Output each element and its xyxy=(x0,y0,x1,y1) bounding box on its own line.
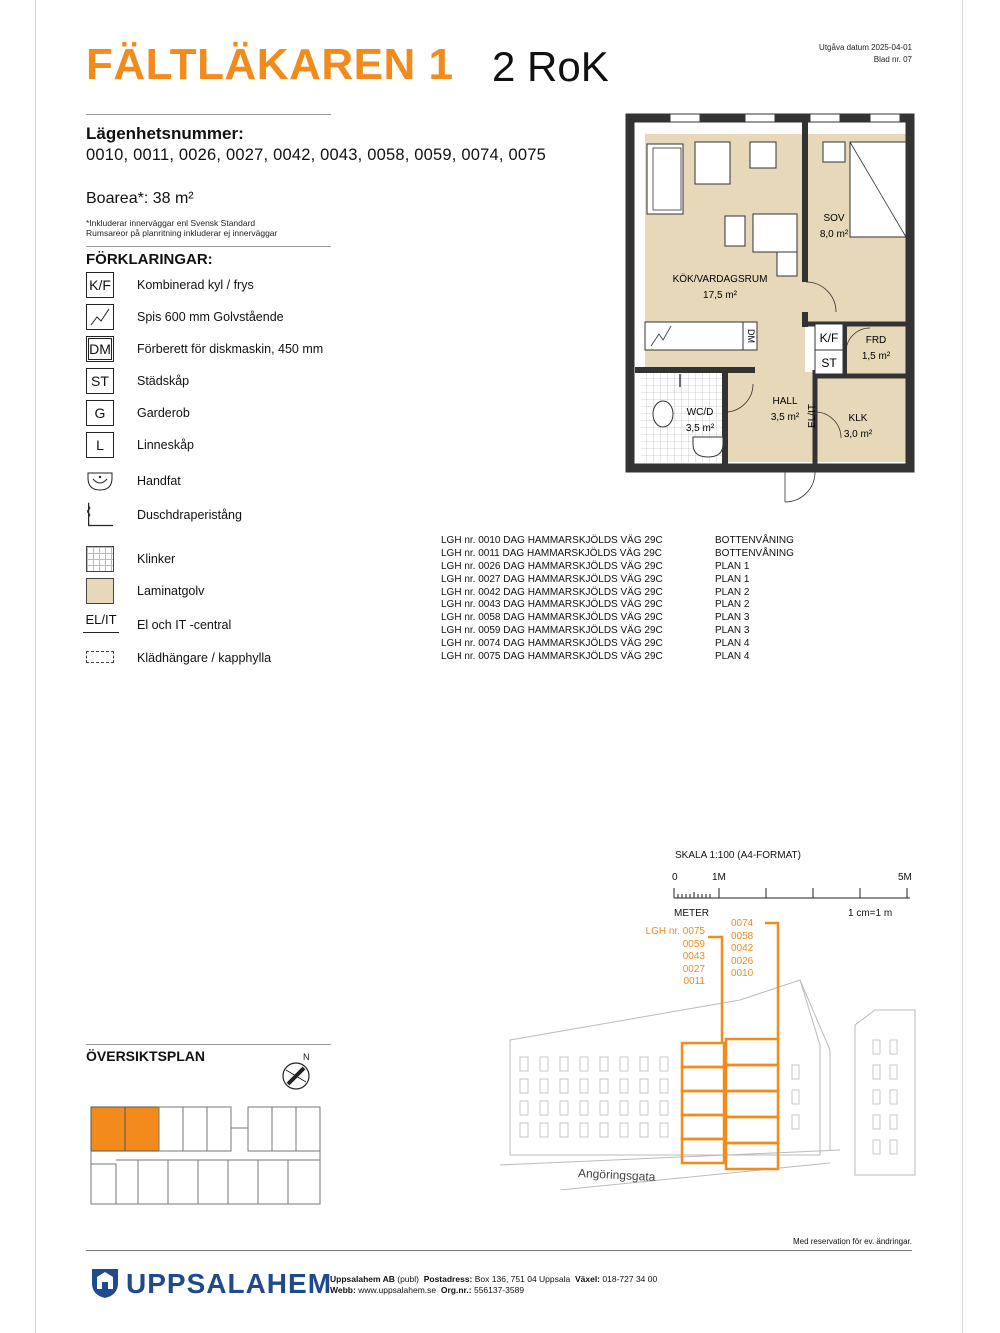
company-publ: (publ) xyxy=(397,1274,419,1284)
room-name-hall: HALL xyxy=(772,396,798,407)
footnote xyxy=(86,218,277,238)
legend-label: Duschdraperistång xyxy=(137,508,242,522)
legend-label: Städskåp xyxy=(137,374,190,388)
postal-label: Postadress: xyxy=(423,1274,473,1284)
legend-label: Linneskåp xyxy=(137,438,194,452)
elevation-right-labels xyxy=(731,918,753,981)
postal-address: Box 136, 751 04 Uppsala xyxy=(474,1274,571,1284)
room-area-walk-in-closet: 3,0 m² xyxy=(843,429,873,440)
scale-meter-label: METER xyxy=(674,908,709,919)
apartment-floor: BOTTENVÅNING xyxy=(715,535,794,546)
apartment-floor: BOTTENVÅNING xyxy=(715,547,794,559)
room-area-bathroom: 3,5 m² xyxy=(685,423,715,434)
apartment-id: LGH nr. 0026 DAG HAMMARSKJÖLDS VÄG 29C xyxy=(441,560,663,572)
apartment-id: LGH nr. 0059 DAG HAMMARSKJÖLDS VÄG 29C xyxy=(441,625,663,637)
apartment-id: LGH nr. 0011 DAG HAMMARSKJÖLDS VÄG 29C xyxy=(441,547,663,559)
apartment-list xyxy=(441,535,794,664)
footnote-line-2: Rumsareor på planritning inkluderar ej innerväggar xyxy=(86,228,278,238)
apartment-floor: PLAN 3 xyxy=(715,625,750,637)
issue-date: Utgåva datum 2025-04-01 xyxy=(819,43,912,52)
sink-icon xyxy=(86,468,114,494)
page-edge-right xyxy=(962,0,963,1333)
elevation-label: 0058 xyxy=(731,930,754,942)
overview-title: ÖVERSIKTSPLAN xyxy=(86,1048,206,1064)
apartment-number-label: Lägenhetsnummer: xyxy=(86,124,244,143)
linen-cabinet-icon: L xyxy=(86,432,114,458)
company-legal-name: Uppsalahem AB xyxy=(330,1274,395,1284)
hanger-shelf-icon xyxy=(86,651,114,663)
list-item xyxy=(441,548,794,561)
legend-label: Garderob xyxy=(137,406,190,420)
legend-label: Kombinerad kyl / frys xyxy=(137,278,254,292)
sheet-meta xyxy=(819,42,912,66)
scale-ratio-label: 1 cm=1 m xyxy=(848,908,893,919)
list-item xyxy=(441,638,794,651)
apartment-id: LGH nr. 0075 DAG HAMMARSKJÖLDS VÄG 29C xyxy=(441,651,663,663)
legend-title: FÖRKLARINGAR: xyxy=(86,251,213,268)
list-item xyxy=(441,625,794,638)
dishwasher-icon: DM xyxy=(86,336,114,362)
info-divider xyxy=(86,246,331,247)
kf-fixture-label: K/F xyxy=(819,331,839,345)
elevation-label: 0074 xyxy=(731,918,754,929)
elit-fixture-label: EL/IT xyxy=(807,404,818,428)
apartment-floor: PLAN 2 xyxy=(715,599,750,611)
scale-zero: 0 xyxy=(672,872,678,883)
list-item xyxy=(441,599,794,612)
apartment-id: LGH nr. 0058 DAG HAMMARSKJÖLDS VÄG 29C xyxy=(441,612,663,624)
room-name-walk-in-closet: KLK xyxy=(848,413,868,424)
wardrobe-icon: G xyxy=(86,400,114,426)
page-edge-left xyxy=(35,0,36,1333)
apartment-id: LGH nr. 0074 DAG HAMMARSKJÖLDS VÄG 29C xyxy=(441,638,663,650)
laminate-floor-icon xyxy=(86,578,114,604)
living-area: Boarea*: 38 m² xyxy=(86,190,194,207)
apartment-floor: PLAN 4 xyxy=(715,638,750,650)
org-number-label: Org.nr.: xyxy=(440,1285,472,1295)
room-name-storage: FRD xyxy=(865,335,887,346)
elevation-label: 0010 xyxy=(731,968,754,980)
fridge-freezer-icon: K/F xyxy=(86,272,114,298)
switchboard-number: 018-727 34 00 xyxy=(602,1274,658,1284)
scale-title: SKALA 1:100 (A4-FORMAT) xyxy=(675,850,801,861)
cleaning-cabinet-icon: ST xyxy=(86,368,114,394)
room-name-bathroom: WC/D xyxy=(686,407,714,418)
north-label: N xyxy=(303,1052,310,1062)
apartment-type: 2 RoK xyxy=(492,43,609,90)
apartment-id: LGH nr. 0027 DAG HAMMARSKJÖLDS VÄG 29C xyxy=(441,573,663,585)
apartment-floor: PLAN 2 xyxy=(715,586,750,598)
scale-one-m: 1M xyxy=(712,872,726,883)
footer-divider xyxy=(86,1250,912,1251)
room-area-hall: 3,5 m² xyxy=(770,412,800,423)
scale-five-m: 5M xyxy=(898,872,912,883)
room-area-kitchen-living: 17,5 m² xyxy=(703,290,737,301)
footnote-line-1: *Inkluderar innerväggar enl Svensk Standard xyxy=(86,218,256,228)
compass-north-icon xyxy=(278,1054,316,1092)
apartment-id: LGH nr. 0043 DAG HAMMARSKJÖLDS VÄG 29C xyxy=(441,599,663,611)
room-name-kitchen-living: KÖK/VARDAGSRUM xyxy=(672,274,768,285)
property-title: FÄLTLÄKAREN 1 xyxy=(86,40,454,89)
shower-rail-icon xyxy=(86,502,114,528)
stove-icon xyxy=(86,304,114,330)
reservation-note: Med reservation för ev. ändringar. xyxy=(792,1237,912,1246)
company-contact xyxy=(330,1274,657,1296)
legend-label: Klädhängare / kapphylla xyxy=(137,651,272,665)
apartment-numbers: 0010, 0011, 0026, 0027, 0042, 0043, 0058, 0059, 0074, 0075 xyxy=(86,146,546,164)
contact-line-2 xyxy=(330,1285,657,1296)
dm-fixture-label: DM xyxy=(746,329,756,343)
header-divider xyxy=(86,114,331,115)
apartment-floor: PLAN 1 xyxy=(715,560,750,572)
legend-label: Spis 600 mm Golvstående xyxy=(137,310,284,324)
list-item xyxy=(441,535,794,548)
legend-label: El och IT -central xyxy=(137,618,232,632)
web-label: Webb: xyxy=(330,1285,356,1295)
elevation-label: LGH nr. 0075 xyxy=(645,926,705,937)
uppsalahem-logo-icon xyxy=(88,1265,122,1299)
list-item xyxy=(441,561,794,574)
list-item xyxy=(441,612,794,625)
apartment-floor: PLAN 3 xyxy=(715,612,750,624)
room-name-bedroom: SOV xyxy=(823,213,845,224)
elevation-label: 0042 xyxy=(731,943,754,955)
overview-plan xyxy=(88,1104,323,1208)
list-item xyxy=(441,651,794,664)
st-fixture-label: ST xyxy=(821,356,837,370)
legend-label: Klinker xyxy=(137,552,176,566)
apartment-id: LGH nr. 0010 DAG HAMMARSKJÖLDS VÄG 29C xyxy=(441,535,663,546)
scale-ruler xyxy=(672,884,912,900)
el-it-central-icon: EL/IT xyxy=(83,612,119,633)
elevation-label: 0059 xyxy=(682,938,705,950)
overview-divider xyxy=(86,1044,331,1045)
floor-plan xyxy=(625,112,915,512)
org-number: 556137-3589 xyxy=(473,1285,525,1295)
company-logo-text: UPPSALAHEM xyxy=(126,1268,333,1299)
legend-label: Laminatgolv xyxy=(137,584,205,598)
elevation-label: 0011 xyxy=(683,976,705,988)
list-item xyxy=(441,587,794,600)
sheet-number: Blad nr. 07 xyxy=(873,55,912,64)
room-area-bedroom: 8,0 m² xyxy=(819,229,849,240)
elevation-label: 0027 xyxy=(682,963,705,975)
elevation-left-labels xyxy=(636,926,705,989)
web-address[interactable]: www.uppsalahem.se xyxy=(358,1285,437,1295)
apartment-floor: PLAN 4 xyxy=(715,651,750,663)
building-elevation xyxy=(500,915,920,1190)
apartment-floor: PLAN 1 xyxy=(715,573,750,585)
legend-label: Handfat xyxy=(137,474,181,488)
elevation-label: 0043 xyxy=(682,951,705,963)
apartment-id: LGH nr. 0042 DAG HAMMARSKJÖLDS VÄG 29C xyxy=(441,586,663,598)
street-label: Angöringsgata xyxy=(577,1165,656,1185)
tile-floor-icon xyxy=(86,546,114,572)
legend-label: Förberett för diskmaskin, 450 mm xyxy=(137,342,324,356)
elevation-label: 0026 xyxy=(731,955,754,967)
list-item xyxy=(441,574,794,587)
contact-line-1 xyxy=(330,1274,657,1285)
room-area-storage: 1,5 m² xyxy=(861,351,891,362)
switchboard-label: Växel: xyxy=(574,1274,601,1284)
